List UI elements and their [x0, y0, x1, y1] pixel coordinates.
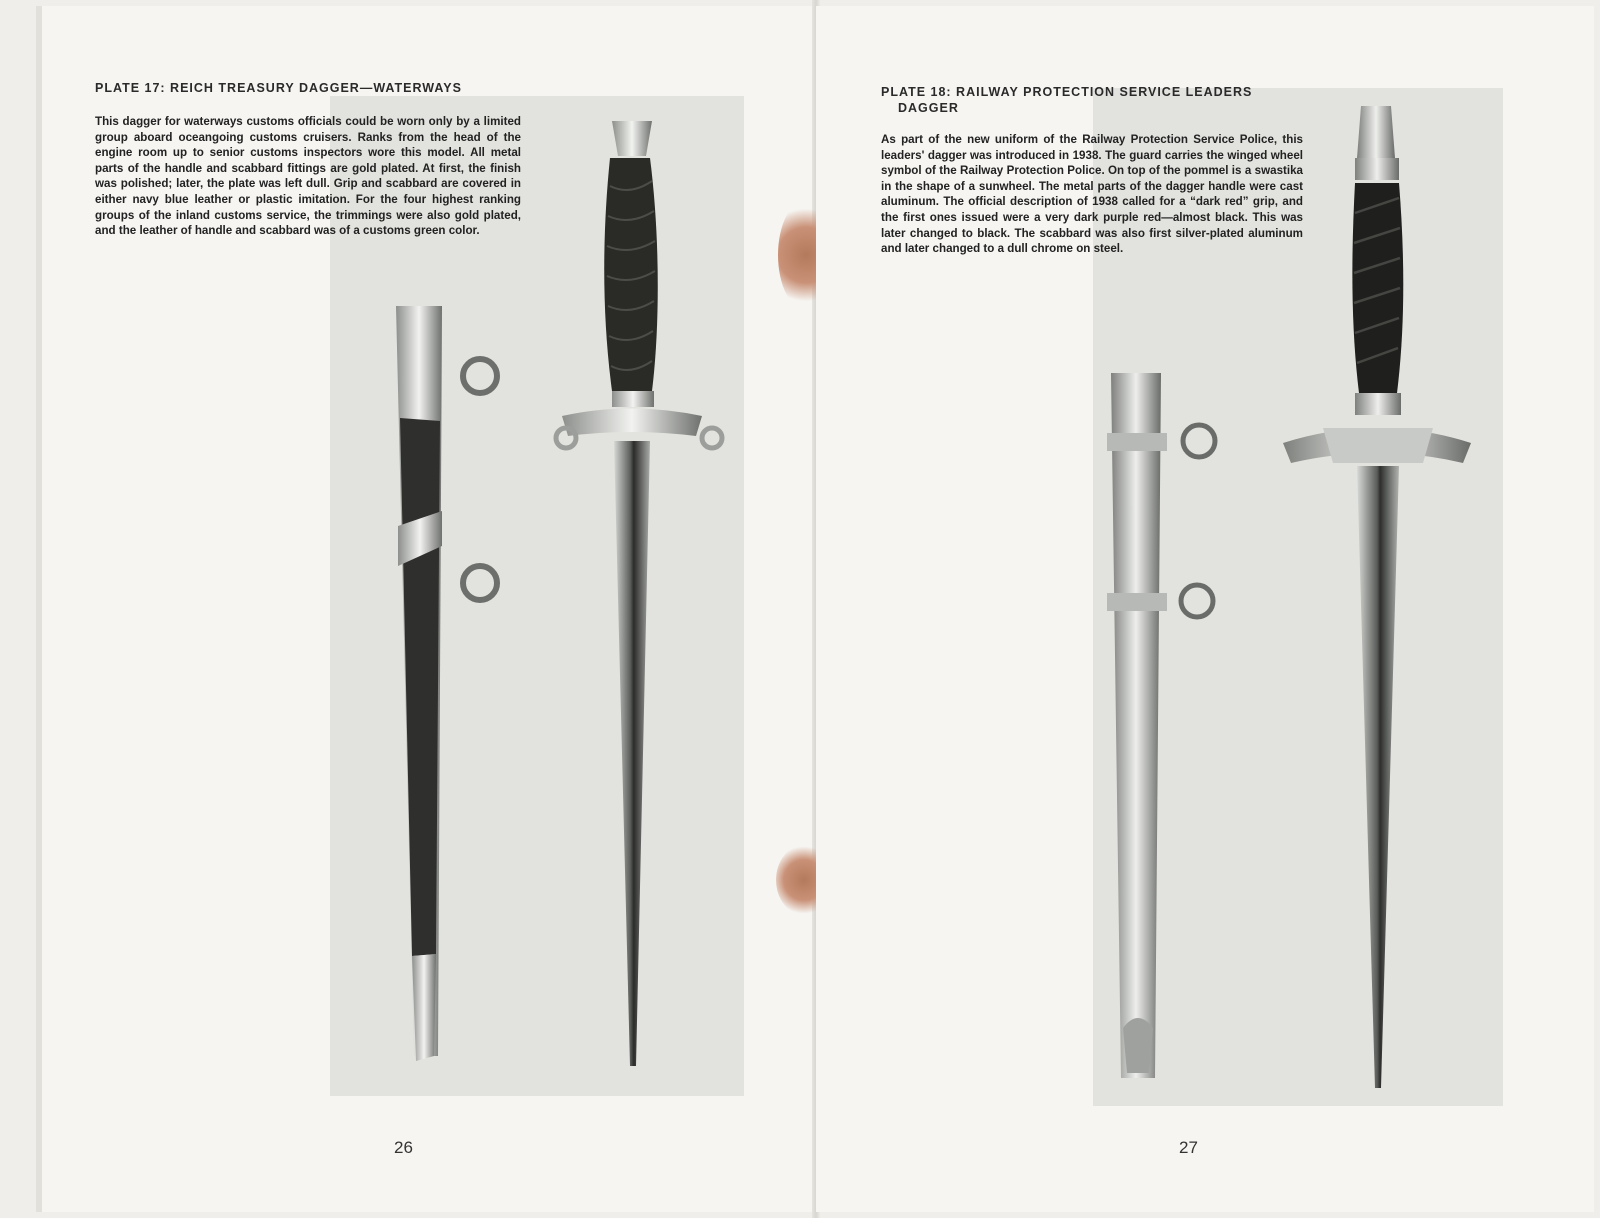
plate-18-title-line1: PLATE 18: RAILWAY PROTECTION SERVICE LEADERS	[881, 85, 1253, 99]
right-page	[816, 6, 1594, 1212]
page-number-26: 26	[394, 1138, 413, 1157]
plate-18-title-line2: DAGGER	[898, 101, 959, 115]
plate-17-description: This dagger for waterways customs officials could be worn only by a limited group aboard oceangoing customs cruisers. Ranks from the head of the engine room up to senior customs inspectors wore this model. All metal parts of the handle and scabbard fittings are gold plated. At first, the finish was polished; later, the plate was left dull. Grip and scabbard are covered in either navy blue leather or plastic imitation. For the four highest ranking groups of the inland customs service, the trimmings were also gold plated, and the leather of handle and scabbard was of a customs green color.	[95, 115, 521, 238]
plate-17-photo	[330, 96, 744, 1096]
plate-17-title: PLATE 17: REICH TREASURY DAGGER—WATERWAYS	[95, 81, 462, 95]
dagger-and-scabbard-image	[330, 96, 744, 1096]
left-page	[36, 6, 822, 1212]
plate-18-description: As part of the new uniform of the Railway Protection Service Police, this leaders' dagger was introduced in 1938. The guard carries the winged wheel symbol of the Railway Protection Police. On top of the pommel is a swastika in the shape of a sunwheel. The metal parts of the dagger handle were cast aluminum. The official description of 1938 called for a “dark red” grip, and the first ones issued were a very dark purple red—almost black. This was later changed to black. The scabbard was also first silver-plated aluminum and later changed to a dull chrome on steel.	[881, 133, 1303, 256]
page-number-27: 27	[1179, 1138, 1198, 1157]
